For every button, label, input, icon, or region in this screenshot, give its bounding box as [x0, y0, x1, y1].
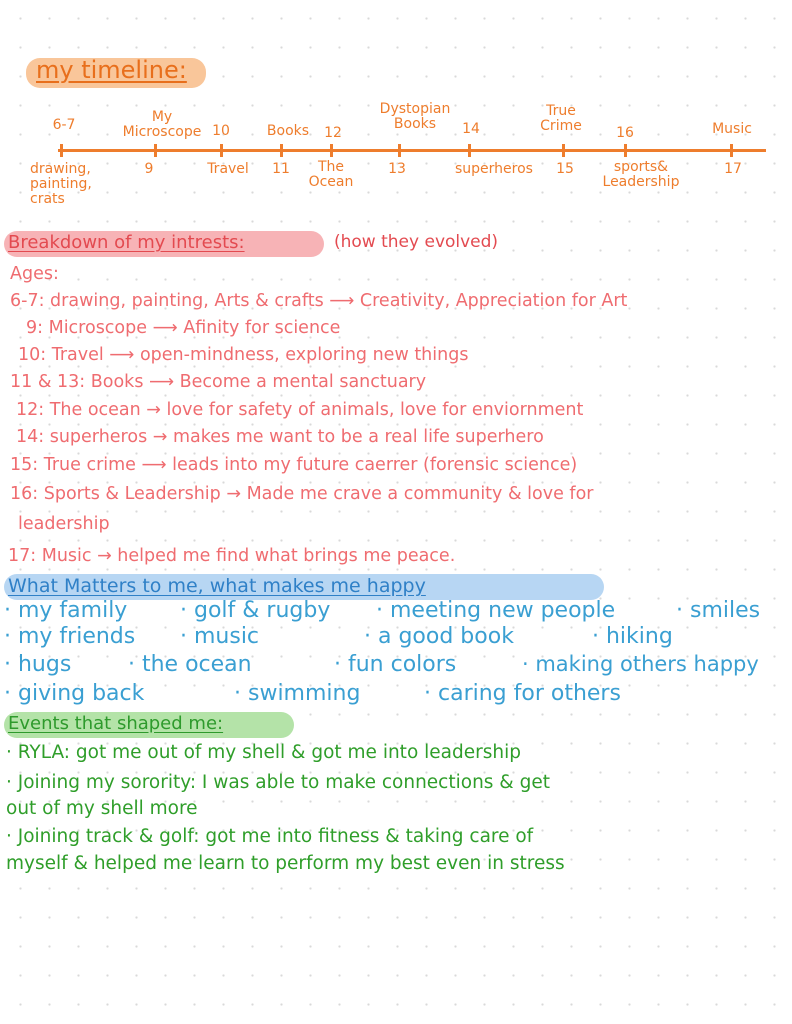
interest-line: 14: superheros → makes me want to be a real life superhero — [16, 427, 544, 447]
interest-line: 16: Sports & Leadership → Made me crave a community & love for — [10, 484, 594, 504]
timeline-label-below: The Ocean — [308, 159, 354, 190]
interest-line: 6-7: drawing, painting, Arts & crafts ⟶ Creativity, Appreciation for Art — [10, 291, 628, 311]
timeline-label-below: superheros — [455, 161, 533, 177]
matters-item: · hugs — [4, 652, 72, 677]
timeline-label-above: Dystopian Books — [379, 101, 451, 132]
interest-line: 15: True crime ⟶ leads into my future caerrer (forensic science) — [10, 455, 578, 475]
timeline-label-above: Music — [712, 121, 752, 137]
event-line: out of my shell more — [6, 798, 198, 819]
timeline-label-below: 15 — [556, 161, 574, 177]
timeline-tick — [60, 144, 63, 157]
matters-item: · making others happy — [522, 652, 759, 676]
matters-item: · a good book — [364, 624, 514, 649]
matters-item: · fun colors — [334, 652, 457, 677]
events-heading: Events that shaped me: — [8, 713, 224, 734]
event-line: myself & helped me learn to perform my best even in stress — [6, 853, 565, 874]
matters-item: · swimming — [234, 681, 361, 706]
timeline-axis — [58, 149, 766, 152]
timeline-label-below: drawing, painting, crats — [30, 161, 92, 207]
timeline-label-above: Books — [266, 123, 310, 139]
timeline-label-below: 11 — [272, 161, 290, 177]
interests-heading: Breakdown of my intrests: — [8, 232, 245, 253]
timeline-label-above: 16 — [616, 125, 634, 141]
timeline-label-above: 6-7 — [52, 117, 76, 133]
matters-item: · music — [180, 624, 260, 649]
timeline-label-above: My Microscope — [122, 109, 202, 140]
timeline-label-above: True Crime — [540, 103, 582, 134]
timeline-tick — [624, 144, 627, 157]
matters-item: · my friends — [4, 624, 136, 649]
timeline-label-below: 17 — [724, 161, 742, 177]
timeline-tick — [468, 144, 471, 157]
event-line: · Joining track & golf: got me into fitness & taking care of — [6, 826, 534, 847]
timeline-tick — [562, 144, 565, 157]
interest-line: 10: Travel ⟶ open-mindness, exploring new things — [18, 345, 469, 365]
timeline-tick — [220, 144, 223, 157]
timeline-label-below: sports& Leadership — [602, 159, 680, 190]
matters-item: · my family — [4, 598, 128, 623]
timeline-tick — [330, 144, 333, 157]
interests-note: (how they evolved) — [334, 232, 499, 252]
timeline-label-below: 9 — [144, 161, 154, 177]
matters-heading: What Matters to me, what makes me happy — [8, 575, 426, 597]
matters-item: · the ocean — [128, 652, 252, 677]
matters-row — [4, 624, 792, 652]
event-line: · Joining my sorority: I was able to make connections & get — [6, 772, 550, 793]
interest-line: leadership — [18, 514, 110, 534]
timeline-tick — [280, 144, 283, 157]
timeline-label-below: Travel — [207, 161, 249, 177]
timeline-label-below: 13 — [388, 161, 406, 177]
interest-line: Ages: — [10, 264, 59, 284]
timeline-tick — [398, 144, 401, 157]
interest-line: 11 & 13: Books ⟶ Become a mental sanctuary — [10, 372, 427, 392]
matters-item: · golf & rugby — [180, 598, 331, 623]
matters-row — [4, 598, 792, 626]
interest-line: 9: Microscope ⟶ Afinity for science — [26, 318, 341, 338]
matters-row — [4, 681, 792, 709]
matters-item: · giving back — [4, 681, 145, 706]
timeline-label-above: 12 — [324, 125, 342, 141]
event-line: · RYLA: got me out of my shell & got me into leadership — [6, 742, 521, 763]
interest-line: 17: Music → helped me find what brings me peace. — [8, 546, 456, 566]
timeline-label-above: 10 — [212, 123, 230, 139]
matters-item: · hiking — [592, 624, 673, 649]
page-title: my timeline: — [36, 56, 187, 84]
matters-item: · smiles — [676, 598, 761, 623]
timeline-tick — [154, 144, 157, 157]
timeline-tick — [730, 144, 733, 157]
matters-item: · caring for others — [424, 681, 621, 706]
matters-row — [4, 652, 792, 680]
interest-line: 12: The ocean → love for safety of animals, love for enviornment — [16, 400, 584, 420]
matters-item: · meeting new people — [376, 598, 616, 623]
timeline-label-above: 14 — [462, 121, 480, 137]
